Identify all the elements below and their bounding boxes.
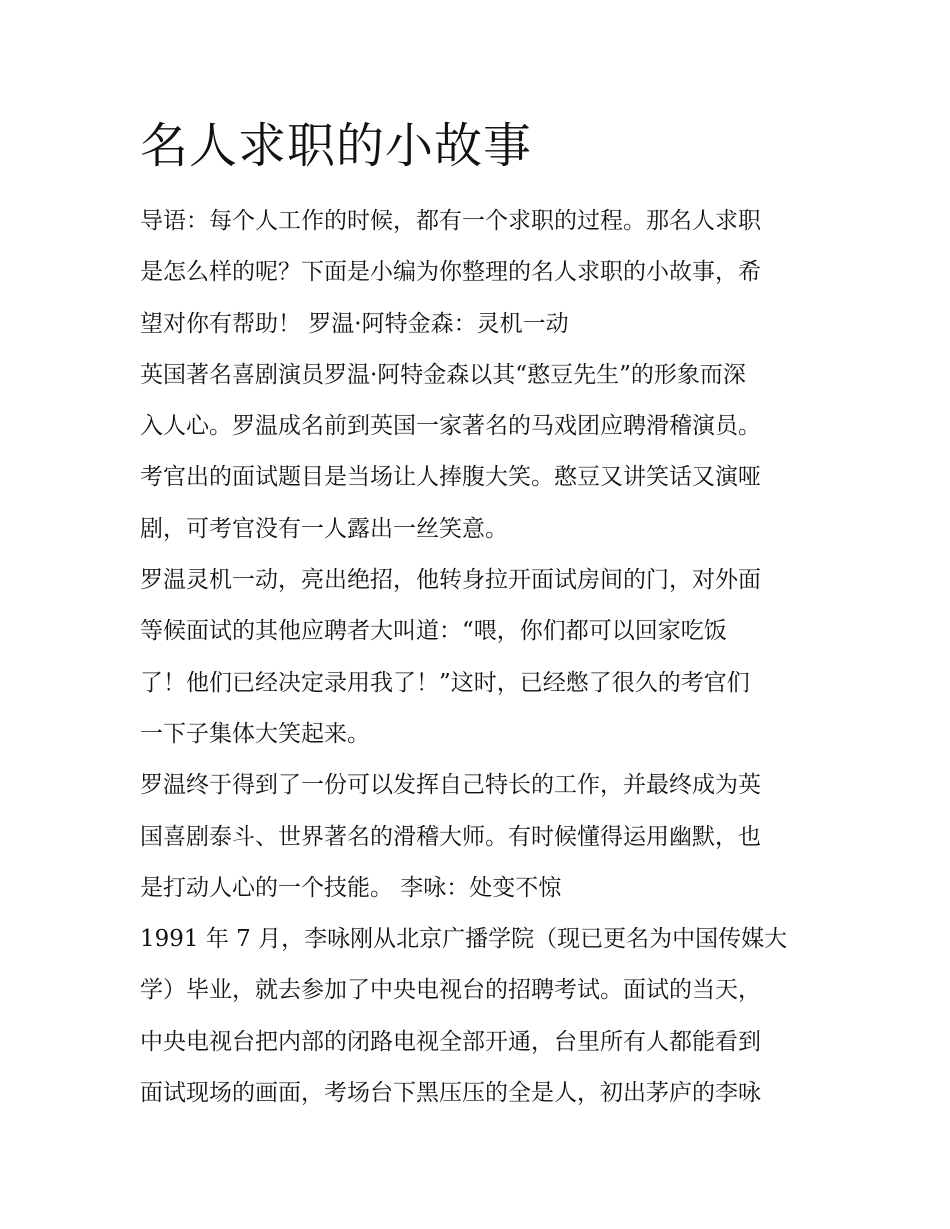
text-line: 1991 年 7 月，李咏刚从北京广播学院（现已更名为中国传媒大 (140, 926, 788, 953)
text-line: 国喜剧泰斗、世界著名的滑稽大师。有时候懂得运用幽默，也 (140, 823, 761, 850)
text-line: 入人心。罗温成名前到英国一家著名的马戏团应聘滑稽演员。 (140, 413, 761, 440)
text-line: 面试现场的画面，考场台下黑压压的全是人，初出茅庐的李咏 (140, 1080, 761, 1107)
text-line: 导语：每个人工作的时候，都有一个求职的过程。那名人求职 (140, 208, 761, 234)
document-title: 名人求职的小故事 (140, 118, 533, 174)
text-line: 剧，可考官没有一人露出一丝笑意。 (140, 515, 508, 542)
document-body (140, 196, 820, 1119)
text-line: 中央电视台把内部的闭路电视全部开通，台里所有人都能看到 (140, 1028, 761, 1055)
text-line: 学）毕业，就去参加了中央电视台的招聘考试。面试的当天， (140, 977, 761, 1004)
text-line: 了！他们已经决定录用我了！”这时，已经憋了很久的考官们 (140, 669, 750, 696)
text-line: 是怎么样的呢？下面是小编为你整理的名人求职的小故事，希 (140, 259, 761, 286)
text-line: 一下子集体大笑起来。 (140, 720, 370, 747)
text-line: 英国著名喜剧演员罗温·阿特金森以其“憨豆先生”的形象而深 (140, 361, 746, 388)
text-line: 罗温终于得到了一份可以发挥自己特长的工作，并最终成为英 (140, 772, 761, 799)
text-line: 望对你有帮助！ 罗温·阿特金森：灵机一动 (140, 310, 569, 337)
text-line: 是打动人心的一个技能。 李咏：处变不惊 (140, 874, 562, 901)
text-line: 等候面试的其他应聘者大叫道：“喂，你们都可以回家吃饭 (140, 618, 727, 645)
text-line: 罗温灵机一动，亮出绝招，他转身拉开面试房间的门，对外面 (140, 567, 761, 594)
text-line: 考官出的面试题目是当场让人捧腹大笑。憨豆又讲笑话又演哑 (140, 464, 761, 491)
